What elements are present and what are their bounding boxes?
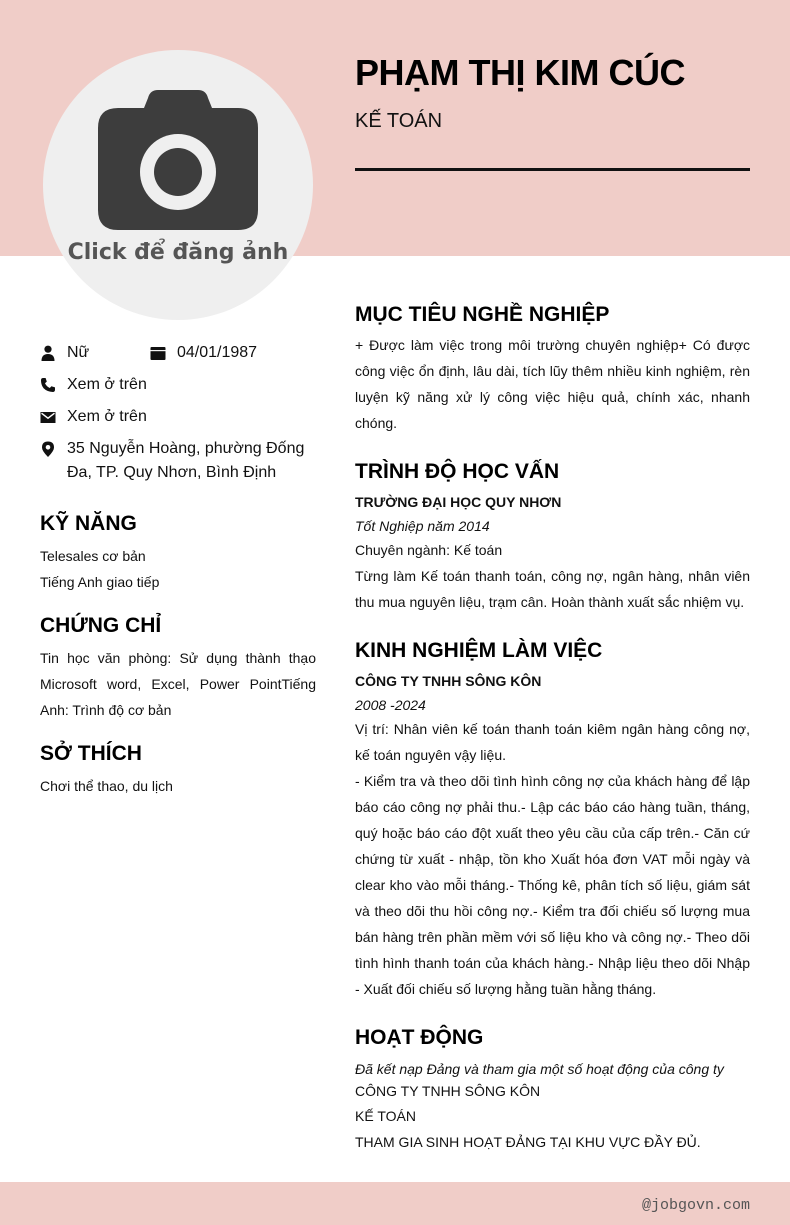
company-name: CÔNG TY TNHH SÔNG KÔN — [355, 673, 542, 689]
position-text: Vị trí: Nhân viên kế toán thanh toán kiêm ngân hàng công nợ, kế toán nguyên vậy liệu. — [355, 721, 750, 763]
person-icon — [40, 345, 56, 361]
graduation-year: Tốt Nghiệp năm 2014 — [355, 518, 490, 534]
activities-line: KẾ TOÁN — [355, 1108, 416, 1124]
phone-row — [40, 373, 240, 397]
avatar-upload[interactable] — [43, 50, 313, 320]
gender-row — [40, 341, 150, 365]
candidate-name: PHẠM THỊ KIM CÚC — [355, 52, 685, 93]
skill-item: Telesales cơ bản — [40, 548, 146, 564]
duties-text: - Kiểm tra và theo dõi tình hình công nợ của khách hàng để lập báo cáo công nợ phải thu.- Lập các báo cáo hàng tuần, tháng, quý hoặc báo cáo đột xuất theo yêu cầu của cấp trên.- Căn cứ chứng từ xuất - nhập, tồn kho Xuất hóa đơn VAT mỗi ngày và clear kho vào mỗi tháng.- Thống kê, phân tích số liệu, giám sát và theo dõi thu hồi công nợ.- Kiểm tra đối chiếu số lượng mua bán hàng trên phần mềm với số liệu kho và công nợ.- Theo dõi tình hình thanh toán của khách hàng.- Nhập liệu theo dõi Nhập - Xuất đối chiếu số lượng hằng tuần hằng tháng. — [355, 773, 750, 997]
phone-value: Xem ở trên — [67, 376, 147, 393]
experience-heading: KINH NGHIỆM LÀM VIỆC — [355, 639, 603, 662]
hobbies-text: Chơi thể thao, du lịch — [40, 778, 173, 794]
activities-line: THAM GIA SINH HOẠT ĐẢNG TẠI KHU VỰC ĐẦY ĐỦ. — [355, 1134, 701, 1150]
certificates-text: Tin học văn phòng: Sử dụng thành thạo Microsoft word, Excel, Power PointTiếng Anh: Trình độ cơ bản — [40, 650, 316, 718]
school-name: TRƯỜNG ĐẠI HỌC QUY NHƠN — [355, 494, 562, 510]
major-text: Chuyên ngành: Kế toán — [355, 542, 503, 558]
address-row — [40, 437, 316, 487]
activities-heading: HOẠT ĐỘNG — [355, 1026, 484, 1049]
camera-icon — [98, 90, 258, 230]
birthdate-value: 04/01/1987 — [177, 344, 258, 361]
mail-icon — [40, 409, 56, 425]
objective-heading: MỤC TIÊU NGHỀ NGHIỆP — [355, 303, 610, 326]
calendar-icon — [150, 345, 166, 361]
footer-credit: @jobgovn.com — [641, 1197, 750, 1214]
address-line-2: Đa, TP. Quy Nhơn, Bình Định — [67, 464, 277, 481]
title-divider — [355, 168, 750, 171]
email-row — [40, 405, 240, 429]
map-pin-icon — [40, 440, 56, 458]
education-heading: TRÌNH ĐỘ HỌC VẤN — [355, 460, 560, 483]
activities-intro: Đã kết nạp Đảng và tham gia một số hoạt động của công ty — [355, 1061, 724, 1077]
certificates-heading: CHỨNG CHỈ — [40, 614, 162, 637]
employment-period: 2008 -2024 — [355, 697, 426, 713]
hobbies-heading: SỞ THÍCH — [40, 742, 142, 765]
birthdate-row — [150, 341, 310, 365]
job-title: KẾ TOÁN — [355, 110, 443, 132]
skills-heading: KỸ NĂNG — [40, 512, 137, 535]
email-value: Xem ở trên — [67, 408, 147, 425]
phone-icon — [40, 377, 56, 393]
address-line-1: 35 Nguyễn Hoàng, phường Đống — [67, 440, 305, 457]
skill-item: Tiếng Anh giao tiếp — [40, 574, 160, 590]
photo-caption: Click để đăng ảnh — [67, 240, 289, 265]
activities-line: CÔNG TY TNHH SÔNG KÔN — [355, 1083, 541, 1099]
education-details: Từng làm Kế toán thanh toán, công nợ, ngân hàng, nhân viên thu mua nguyên liệu, trạm cân. Hoàn thành xuất sắc nhiệm vụ. — [355, 568, 750, 610]
objective-text: + Được làm việc trong môi trường chuyên nghiệp+ Có được công việc ổn định, lâu dài, tích lũy thêm nhiều kinh nghiệm, rèn luyện kỹ năng xử lý công việc hiệu quả, chính xác, nhanh chóng. — [355, 337, 750, 431]
gender-value: Nữ — [67, 344, 90, 361]
